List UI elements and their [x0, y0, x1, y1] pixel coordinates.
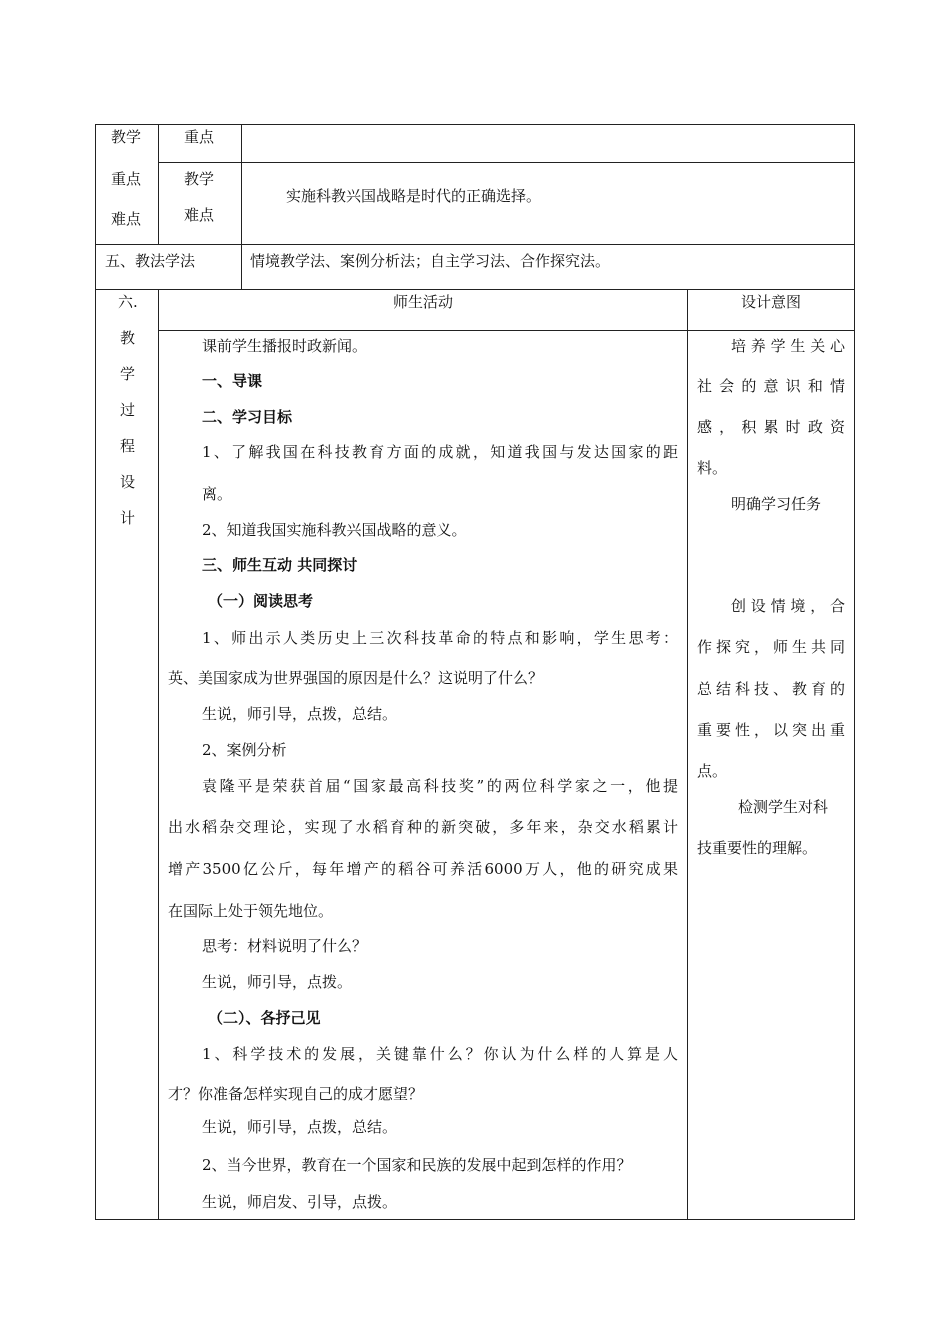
method-content: 情境教学法、案例分析法；自主学习法、合作探究法。 — [250, 252, 611, 270]
table-border-bottom — [95, 1219, 855, 1220]
intent-line: 检测学生对科 — [738, 798, 829, 816]
activity-line: 思考：材料说明了什么？ — [202, 937, 368, 955]
intent-line: 总结科技、教育的 — [697, 680, 845, 698]
activity-line: 英、美国家成为世界强国的原因是什么？这说明了什么？ — [168, 669, 544, 687]
activity-line: 离。 — [202, 485, 233, 503]
activity-line: 2、知道我国实施科教兴国战略的意义。 — [202, 521, 467, 539]
activity-line: 袁隆平是荣获首届“国家最高科技奖”的两位科学家之一，他提 — [202, 777, 678, 795]
activity-line: 生说，师启发、引导，点拨。 — [202, 1193, 398, 1211]
intent-column-header: 设计意图 — [740, 293, 801, 311]
focus-label-line-2: 重点 — [111, 170, 142, 188]
activity-heading: 三、师生互动 共同探讨 — [202, 556, 358, 574]
activity-line: 1、科学技术的发展，关键靠什么？你认为什么样的人算是人 — [202, 1045, 678, 1063]
process-label-line-3: 学 — [120, 365, 136, 383]
method-label: 五、教法学法 — [105, 252, 196, 270]
process-label-line-6: 设 — [120, 473, 136, 491]
intent-line: 料。 — [697, 459, 728, 477]
activity-heading: （二）、各抒己见 — [208, 1009, 321, 1027]
table-col-rule-2 — [241, 124, 242, 289]
activity-column-header: 师生活动 — [392, 293, 453, 311]
difficulty-label-line-2: 难点 — [184, 206, 215, 224]
activity-line: 增产3500亿公斤，每年增产的稻谷可养活6000万人，他的研究成果 — [168, 860, 678, 878]
intent-line: 感，积累时政资 — [697, 418, 845, 436]
activity-line: 1、了解我国在科技教育方面的成就，知道我国与发达国家的距 — [202, 443, 678, 461]
activity-line: 出水稻杂交理论，实现了水稻育种的新突破，多年来，杂交水稻累计 — [168, 818, 678, 836]
difficulty-content: 实施科教兴国战略是时代的正确选择。 — [286, 187, 542, 205]
process-label-line-4: 过 — [120, 401, 136, 419]
activity-line: 生说，师引导，点拨，总结。 — [202, 1118, 398, 1136]
intent-line: 创设情境，合 — [731, 597, 845, 615]
table-col-rule-3 — [687, 289, 688, 1220]
activity-line: 2、当今世界，教育在一个国家和民族的发展中起到怎样的作用？ — [202, 1156, 632, 1174]
intent-line: 明确学习任务 — [731, 495, 822, 513]
table-border-left — [95, 124, 96, 1220]
activity-heading: 二、学习目标 — [202, 408, 293, 426]
process-label-line-2: 教 — [120, 329, 136, 347]
table-col-rule-1b — [158, 289, 159, 1220]
process-label-line-7: 计 — [120, 509, 136, 527]
table-rule-section-4-end — [95, 244, 855, 245]
activity-line: 生说，师引导，点拨，总结。 — [202, 705, 398, 723]
table-rule-key-point — [158, 162, 855, 163]
key-point-label: 重点 — [184, 128, 215, 146]
activity-line: 2、案例分析 — [202, 741, 287, 759]
activity-line: 课前学生播报时政新闻。 — [202, 337, 368, 355]
table-rule-section-5-end — [95, 289, 855, 290]
focus-label-line-1: 教学 — [111, 128, 142, 146]
difficulty-label-line-1: 教学 — [184, 170, 215, 188]
intent-line: 技重要性的理解。 — [697, 839, 818, 857]
focus-label-line-3: 难点 — [111, 210, 142, 228]
intent-line: 社会的意识和情 — [697, 377, 845, 395]
table-border-top — [95, 124, 855, 125]
activity-line: 才？你准备怎样实现自己的成才愿望？ — [168, 1085, 424, 1103]
activity-heading: （一）阅读思考 — [208, 592, 314, 610]
table-rule-header-end — [158, 330, 855, 331]
intent-line: 作探究，师生共同 — [697, 638, 845, 656]
activity-heading: 一、导课 — [202, 372, 263, 390]
table-col-rule-1a — [158, 124, 159, 244]
process-label-line-5: 程 — [120, 437, 136, 455]
activity-line: 1、师出示人类历史上三次科技革命的特点和影响，学生思考： — [202, 629, 678, 647]
intent-line: 培养学生关心 — [731, 337, 845, 355]
activity-line: 在国际上处于领先地位。 — [168, 902, 334, 920]
intent-line: 重要性，以突出重 — [697, 721, 845, 739]
intent-line: 点。 — [697, 762, 728, 780]
activity-line: 生说，师引导，点拨。 — [202, 973, 353, 991]
table-border-right — [854, 124, 855, 1220]
process-label-line-1: 六. — [118, 293, 138, 311]
